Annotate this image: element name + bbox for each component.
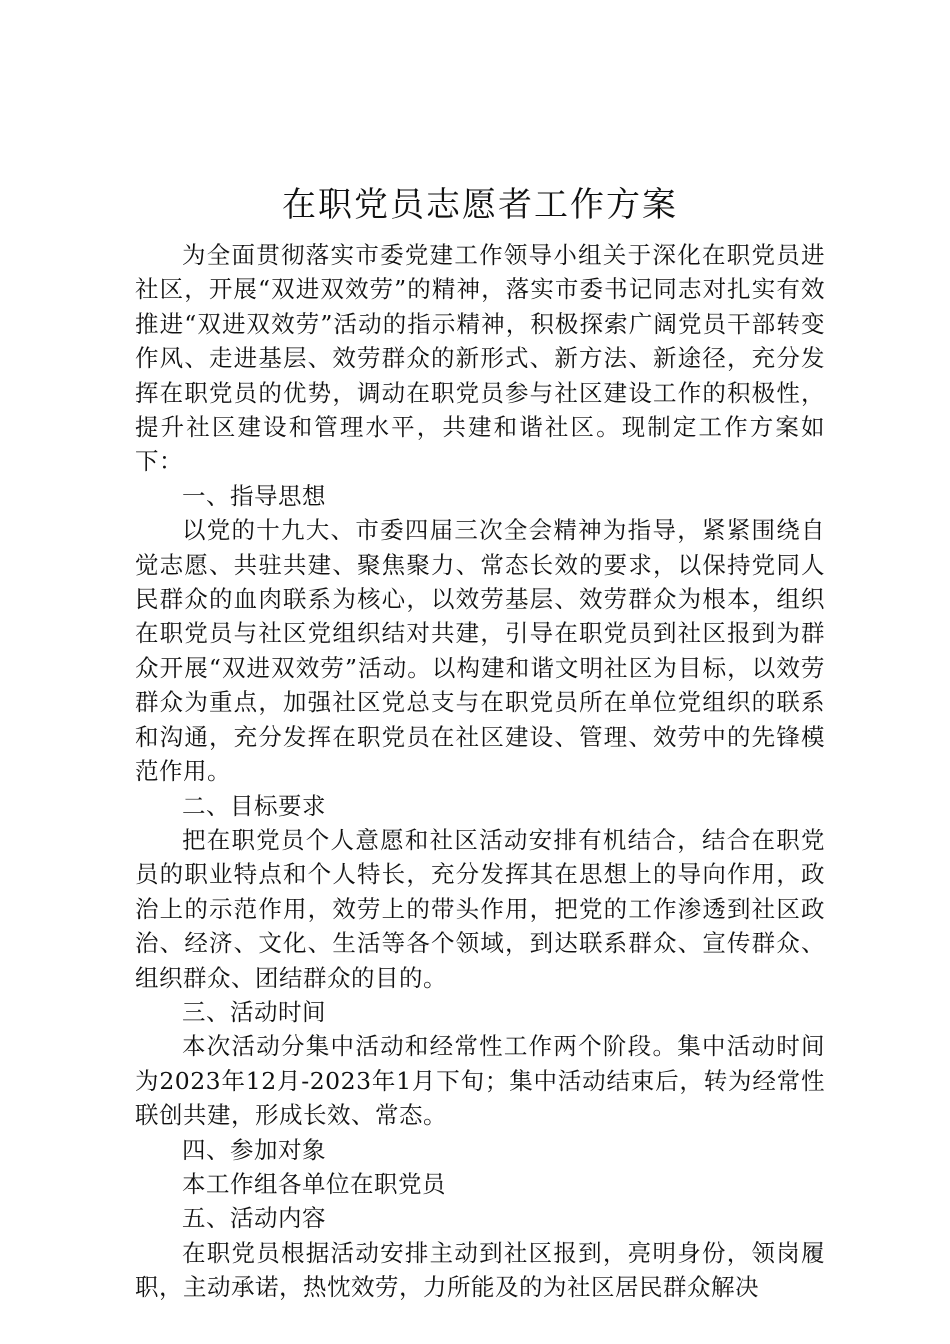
document-page xyxy=(135,180,825,1305)
section-heading-participants: 四、参加对象 xyxy=(182,1135,326,1164)
section-body-activity-content: 在职党员根据活动安排主动到社区报到，亮明身份，领岗履职，主动承诺，热忱效劳，力所能及的为社区居民群众解决 xyxy=(135,1238,825,1302)
section-heading-guiding-ideology: 一、指导思想 xyxy=(182,481,326,510)
section-heading-activity-content: 五、活动内容 xyxy=(182,1204,326,1233)
section-body-goals: 把在职党员个人意愿和社区活动安排有机结合，结合在职党员的职业特点和个人特长，充分发挥其在思想上的导向作用，政治上的示范作用，效劳上的带头作用，把党的工作渗透到社区政治、经济、文化、生活等各个领域，到达联系群众、宣传群众、组织群众、团结群众的目的。 xyxy=(135,825,825,992)
section-body-activity-time: 本次活动分集中活动和经常性工作两个阶段。集中活动时间为2023年12月-2023年1月下旬；集中活动结束后，转为经常性联创共建，形成长效、常态。 xyxy=(135,1032,825,1130)
section-body-participants: 本工作组各单位在职党员 xyxy=(182,1169,446,1198)
document-title: 在职党员志愿者工作方案 xyxy=(282,185,678,225)
intro-paragraph: 为全面贯彻落实市委党建工作领导小组关于深化在职党员进社区，开展“双进双效劳”的精神，落实市委书记同志对扎实有效推进“双进双效劳”活动的指示精神，积极探索广阔党员干部转变作风、走进基层、效劳群众的新形式、新方法、新途径，充分发挥在职党员的优势，调动在职党员参与社区建设工作的积极性，提升社区建设和管理水平，共建和谐社区。现制定工作方案如下： xyxy=(135,241,825,476)
section-body-guiding-ideology: 以党的十九大、市委四届三次全会精神为指导，紧紧围绕自觉志愿、共驻共建、聚焦聚力、常态长效的要求，以保持党同人民群众的血肉联系为核心，以效劳基层、效劳群众为根本，组织在职党员与社区党组织结对共建，引导在职党员到社区报到为群众开展“双进双效劳”活动。以构建和谐文明社区为目标，以效劳群众为重点，加强社区党总支与在职党员所在单位党组织的联系和沟通，充分发挥在职党员在社区建设、管理、效劳中的先锋模范作用。 xyxy=(135,516,825,786)
section-heading-activity-time: 三、活动时间 xyxy=(182,997,326,1026)
section-heading-goals: 二、目标要求 xyxy=(182,791,326,820)
